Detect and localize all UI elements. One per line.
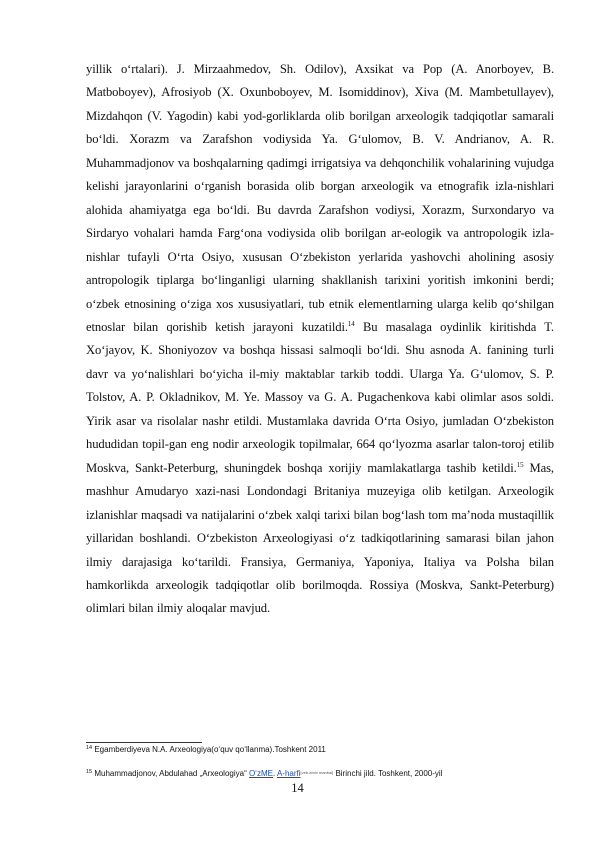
footnote-number: 14	[86, 745, 93, 751]
footnote-text: Muhammadjonov, Abdulahad „Arxeologiya“	[92, 769, 249, 778]
body-text-2: Bu masalaga oydinlik kiritishda T. Xo‘jayov, K. Shoniyozov va boshqa hissasi salmoqli bo‘ldi. Shu asnoda A. fanining turli davr va yo‘nalishlari bo‘yicha il-miy maktablar tarkib toddi. Ularga Ya. G‘ulomov, S. P. Tolstov, A. P. Okladnikov, M. Ye. Massoy va G. A. Pugachenkova kabi olimlar asos soldi. Yirik asar va risolalar nashr etildi. Mustamlaka davrida O‘rta Osiyo, jumladan O‘zbekiston hududidan topil-gan eng nodir arxeologik topilmalar, 664 qo‘lyozma asarlar talon-toroj etilib Moskva, Sankt-Peterburg, shuningdek boshqa xorijiy mamlakatlarga tashib ketildi.	[86, 319, 554, 475]
page-number: 14	[291, 781, 304, 795]
footnote-separator: .	[272, 769, 277, 778]
archive-note[interactable]: [veb-arxiv manbai]	[300, 770, 334, 775]
a-harfi-link[interactable]: A-harfi	[276, 769, 301, 778]
body-text-1: yillik o‘rtalari). J. Mirzaahmedov, Sh. Odilov), Axsikat va Pop (A. Anorboyev, B. Matboboyev), Afrosiyob (X. Oxunboboyev, M. Isomiddinov), Xiva (M. Mambetullayev), Mizdahqon (V. Yagodin) kabi yod-gorliklarda olib borilgan arxeologik tadqiqotlar samarali bo‘ldi. Xorazm va Zarafshon vodiysida Ya. G‘ulomov, B. V. Andrianov, A. R. Muhammadjonov va boshqalarning qadimgi irrigatsiya va dehqonchilik vohalarining vujudga kelishi jarayonlarini o‘rganish borasida olib borgan arxeologik va etnografik izla-nishlari alohida ahamiyatga ega bo‘ldi. Bu davrda Zarafshon vodiysi, Xorazm, Surxondaryo va Sirdaryo vohalari hamda Farg‘ona vodiysida olib borilgan ar-eologik va antropologik izla-nishlar tufayli O‘rta Osiyo, xususan O‘zbekiston yerlarida yashovchi aholining asosiy antropologik tiplarga bo‘linganligi ularning shakllanish tarixini yoritish imkonini berdi; o‘zbek etnosining o‘ziga xos xususiyatlari, tub etnik elementlarning ularga kelib qo‘shilgan etnoslar bilan qorishib ketish jarayoni kuzatildi.	[86, 62, 554, 334]
main-text	[86, 58, 554, 621]
footnote-14	[86, 745, 561, 755]
footnote-ref-14[interactable]: 14	[347, 319, 355, 328]
footnote-15	[86, 768, 561, 779]
body-paragraph	[86, 58, 554, 621]
footnote-divider	[86, 742, 202, 743]
footnote-text: Egamberdiyeva N.A. Arxeologiya(o‘quv qo‘llanma).Toshkent 2011	[92, 745, 326, 754]
footnote-ref-15[interactable]: 15	[516, 460, 524, 469]
ozme-link[interactable]: O‘zME	[248, 769, 273, 778]
body-text-3: Mas, mashhur Amudaryo xazi-nasi Londondagi Britaniya muzeyiga olib ketilgan. Arxeologik izlanishlar maqsadi va natijalarini o‘zbek xalqi tarixi bilan bog‘lash tom ma’noda mustaqillik yillaridan boshlandi. O‘zbekiston Arxeologiyasi o‘z tadkiqotlarining samarasi bilan jahon ilmiy darajasiga ko‘tarildi. Fransiya, Germaniya, Yaponiya, Italiya va Polsha bilan hamkorlikda arxeologik tadqiqotlar olib borilmoqda. Rossiya (Moskva, Sankt-Peterburg) olimlari bilan ilmiy aloqalar mavjud.	[86, 460, 554, 616]
footnote-number: 15	[86, 769, 93, 775]
footnote-text: Birinchi jild. Toshkent, 2000-yil	[333, 769, 443, 778]
